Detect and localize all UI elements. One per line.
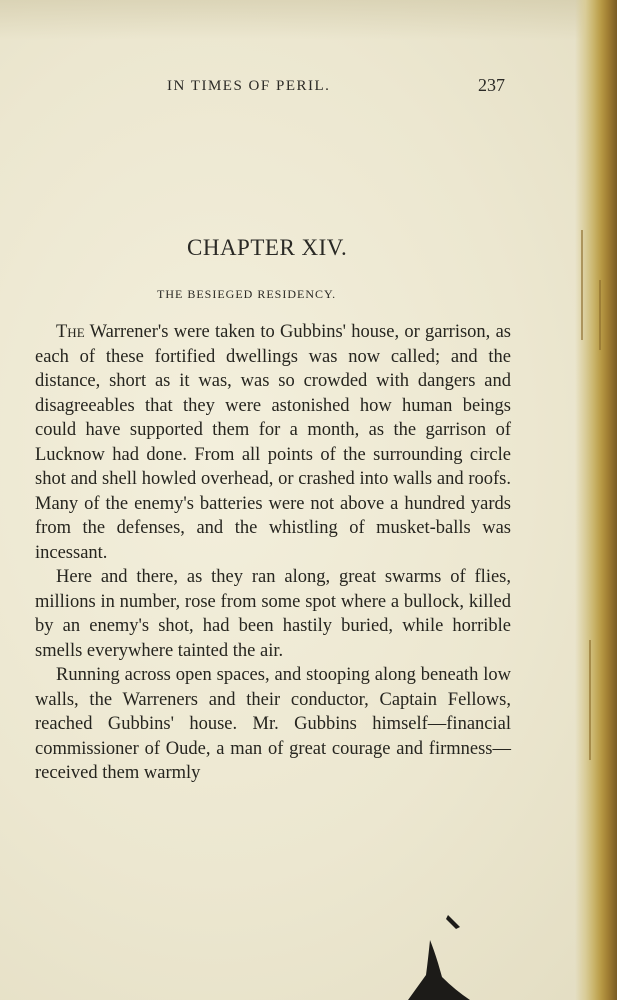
paragraph-text: Warrener's were taken to Gubbins' house, or garrison, as each of these fortified dwellings was now called; and the distance, short as it was, was so crowded with dangers and disagreeables that they were astonished how human beings could have supported them for a month, as the garrison of Lucknow had done. From all points of the surrounding circle shot and shell howled overhead, or crashed into walls and roofs. Many of the enemy's batteries were not above a hundred yards from the defenses, and the whistling of musket-balls was incessant. (35, 322, 511, 563)
gutter-stain (599, 280, 601, 350)
running-head: IN TIMES OF PERIL. (167, 78, 331, 94)
body-text (35, 320, 511, 786)
ink-blot (400, 905, 490, 1000)
paragraph-lead-word: The (56, 322, 85, 342)
page-binding-gutter (575, 0, 617, 1000)
paragraph-text: Running across open spaces, and stooping along beneath low walls, the Warreners and their conductor, Captain Fellows, reached Gubbins' house. Mr. Gubbins himself—financial commissioner of Oude, a man of great courage and firmness—received them warmly (35, 665, 511, 783)
page-top-shade (0, 0, 617, 40)
paragraph (35, 320, 511, 565)
gutter-stain (581, 230, 583, 340)
page-number: 237 (478, 75, 505, 95)
paragraph-text: Here and there, as they ran along, great swarms of flies, millions in number, rose from some spot where a bullock, killed by an enemy's shot, had been hastily buried, while horrible smells everywhere tainted the air. (35, 567, 511, 661)
chapter-title: CHAPTER XIV. (187, 235, 348, 260)
chapter-subtitle: THE BESIEGED RESIDENCY. (157, 287, 337, 301)
gutter-stain (589, 640, 591, 760)
paragraph (35, 663, 511, 786)
paragraph (35, 565, 511, 663)
